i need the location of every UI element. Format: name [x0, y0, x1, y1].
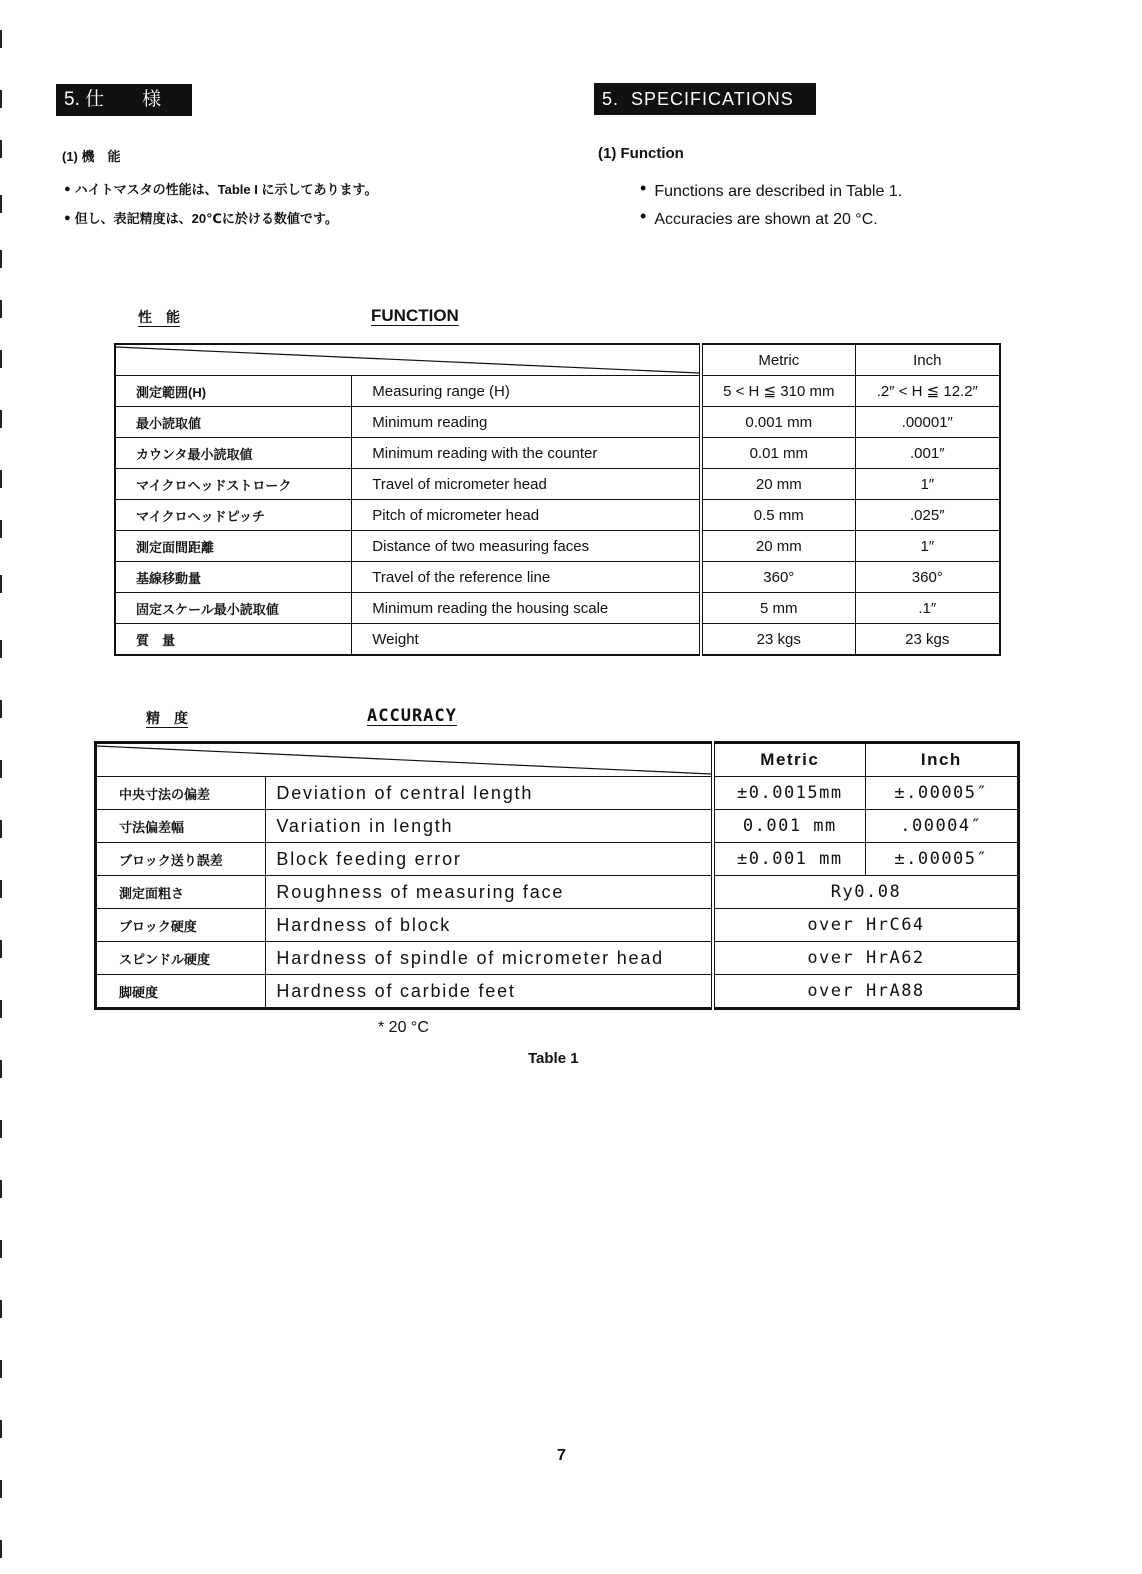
row-jp-label: マイクロヘッドピッチ — [115, 500, 352, 531]
row-inch-value: .00004″ — [865, 810, 1018, 843]
row-merged-value: over HrA88 — [713, 975, 1019, 1009]
function-jp-title: 性 能 — [138, 309, 180, 325]
row-en-label: Distance of two measuring faces — [352, 531, 701, 562]
row-inch-value: 1″ — [855, 531, 1000, 562]
jp-subheading: (1) 機 能 — [62, 149, 121, 164]
row-inch-value: ±.00005″ — [865, 777, 1018, 810]
jp-bullet-2: ● 但し、表記精度は、20℃に於ける数値です。 — [64, 205, 377, 234]
diagonal-header-cell — [96, 743, 714, 777]
row-merged-value: over HrA62 — [713, 942, 1019, 975]
row-metric-value: ±0.0015mm — [713, 777, 865, 810]
table-row — [115, 500, 1000, 531]
row-en-label: Minimum reading with the counter — [352, 438, 701, 469]
row-jp-label: 質 量 — [115, 624, 352, 656]
table-row — [115, 376, 1000, 407]
table-row — [96, 975, 1019, 1009]
table-row — [115, 531, 1000, 562]
row-metric-value: 360° — [701, 562, 855, 593]
row-en-label: Hardness of spindle of micrometer head — [266, 942, 713, 975]
table-row — [96, 942, 1019, 975]
page-number: 7 — [557, 1447, 566, 1464]
table-row — [96, 843, 1019, 876]
row-inch-value: .025″ — [855, 500, 1000, 531]
row-metric-value: ±0.001 mm — [713, 843, 865, 876]
table-row — [115, 562, 1000, 593]
row-en-label: Block feeding error — [266, 843, 713, 876]
row-en-label: Minimum reading the housing scale — [352, 593, 701, 624]
row-en-label: Roughness of measuring face — [266, 876, 713, 909]
row-metric-value: 5 mm — [701, 593, 855, 624]
row-en-label: Travel of micrometer head — [352, 469, 701, 500]
row-inch-value: .001″ — [855, 438, 1000, 469]
row-jp-label: 脚硬度 — [96, 975, 266, 1009]
row-en-label: Travel of the reference line — [352, 562, 701, 593]
row-jp-label: 測定面間距離 — [115, 531, 352, 562]
diagonal-header-cell — [115, 344, 701, 376]
row-en-label: Hardness of block — [266, 909, 713, 942]
row-inch-value: .00001″ — [855, 407, 1000, 438]
row-metric-value: 0.5 mm — [701, 500, 855, 531]
diagonal-line — [97, 744, 711, 776]
row-jp-label: カウンタ最小読取値 — [115, 438, 352, 469]
row-inch-value: .2″ < H ≦ 12.2″ — [855, 376, 1000, 407]
table-row — [115, 624, 1000, 656]
row-en-label: Measuring range (H) — [352, 376, 701, 407]
accuracy-en-title: ACCURACY — [367, 706, 457, 726]
en-bullet-list — [640, 177, 902, 233]
row-en-label: Variation in length — [266, 810, 713, 843]
row-jp-label: 寸法偏差幅 — [96, 810, 266, 843]
row-metric-value: 23 kgs — [701, 624, 855, 656]
row-inch-value: 1″ — [855, 469, 1000, 500]
col-inch-header: Inch — [865, 743, 1018, 777]
row-inch-value: 23 kgs — [855, 624, 1000, 656]
row-en-label: Pitch of micrometer head — [352, 500, 701, 531]
table-row — [115, 438, 1000, 469]
table-row — [96, 810, 1019, 843]
row-metric-value: 20 mm — [701, 531, 855, 562]
row-inch-value: ±.00005″ — [865, 843, 1018, 876]
row-jp-label: 中央寸法の偏差 — [96, 777, 266, 810]
diagonal-line — [116, 345, 699, 375]
en-bullet-1: • Functions are described in Table 1. — [640, 177, 902, 205]
col-metric-header: Metric — [701, 344, 855, 376]
function-en-title: FUNCTION — [371, 306, 459, 325]
row-inch-value: .1″ — [855, 593, 1000, 624]
accuracy-header-row — [96, 743, 1019, 777]
row-jp-label: マイクロヘッドストローク — [115, 469, 352, 500]
table-row — [115, 469, 1000, 500]
jp-bullet-list — [64, 176, 377, 234]
row-jp-label: 固定スケール最小読取値 — [115, 593, 352, 624]
temperature-footnote: * 20 °C — [378, 1019, 429, 1036]
row-jp-label: ブロック硬度 — [96, 909, 266, 942]
row-metric-value: 5 < H ≦ 310 mm — [701, 376, 855, 407]
row-jp-label: 最小読取値 — [115, 407, 352, 438]
row-en-label: Minimum reading — [352, 407, 701, 438]
row-metric-value: 0.001 mm — [713, 810, 865, 843]
row-jp-label: スピンドル硬度 — [96, 942, 266, 975]
row-merged-value: Ry0.08 — [713, 876, 1019, 909]
row-en-label: Weight — [352, 624, 701, 656]
row-en-label: Hardness of carbide feet — [266, 975, 713, 1009]
table-row — [96, 777, 1019, 810]
row-metric-value: 0.001 mm — [701, 407, 855, 438]
table-row — [96, 909, 1019, 942]
row-jp-label: ブロック送り誤差 — [96, 843, 266, 876]
row-jp-label: 基線移動量 — [115, 562, 352, 593]
accuracy-jp-title: 精 度 — [146, 710, 188, 726]
function-table — [114, 343, 1001, 656]
jp-bullet-1: ● ハイトマスタの性能は、Table I に示してあります。 — [64, 176, 377, 205]
col-metric-header: Metric — [713, 743, 865, 777]
row-inch-value: 360° — [855, 562, 1000, 593]
row-jp-label: 測定面粗さ — [96, 876, 266, 909]
en-section-title: 5. SPECIFICATIONS — [594, 83, 816, 115]
table-row — [96, 876, 1019, 909]
table-row — [115, 407, 1000, 438]
row-en-label: Deviation of central length — [266, 777, 713, 810]
table-row — [115, 593, 1000, 624]
table-caption: Table 1 — [528, 1050, 579, 1067]
row-metric-value: 20 mm — [701, 469, 855, 500]
row-merged-value: over HrC64 — [713, 909, 1019, 942]
en-bullet-2: • Accuracies are shown at 20 °C. — [640, 205, 902, 233]
accuracy-table — [94, 741, 1020, 1010]
function-header-row — [115, 344, 1000, 376]
row-jp-label: 測定範囲(H) — [115, 376, 352, 407]
row-metric-value: 0.01 mm — [701, 438, 855, 469]
col-inch-header: Inch — [855, 344, 1000, 376]
jp-section-title: 5. 仕 様 — [56, 84, 192, 116]
en-subheading: (1) Function — [598, 145, 684, 162]
